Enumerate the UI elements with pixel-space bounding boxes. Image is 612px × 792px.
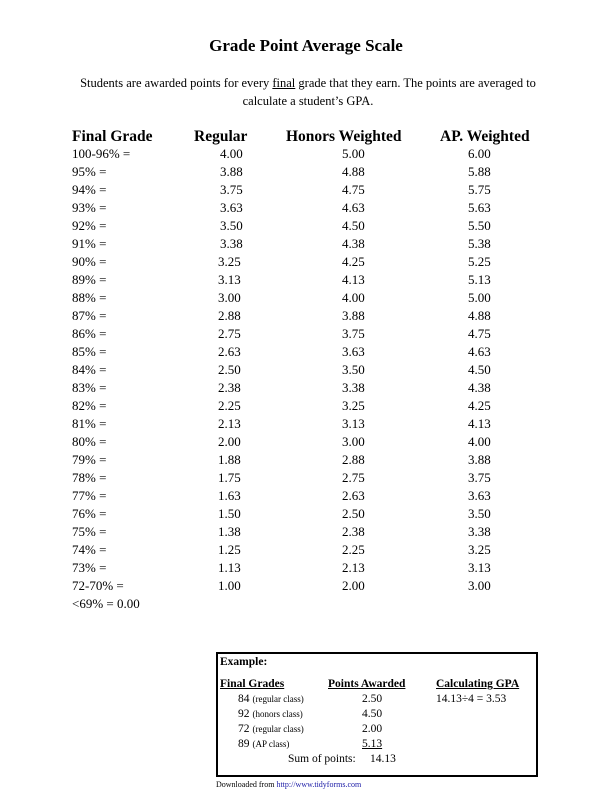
cell-ap-weighted: 3.38 [468,524,491,539]
intro-text-before: Students are awarded points for every [80,76,273,90]
example-points: 5.13 [362,738,383,750]
example-box [216,652,538,777]
example-class-type: (regular class) [252,694,304,704]
cell-ap-weighted: 5.00 [468,290,491,305]
example-grade-value: 89 [238,738,250,750]
cell-regular: 1.50 [218,506,241,521]
example-grade [238,693,304,705]
cell-honors-weighted: 2.00 [342,578,365,593]
example-points: 4.50 [362,708,383,720]
example-sum-label: Sum of points: [288,753,356,765]
cell-regular: 3.63 [220,200,243,215]
cell-honors-weighted: 4.50 [342,218,365,233]
cell-honors-weighted: 2.63 [342,488,365,503]
table-row [0,254,612,272]
table-row [0,596,612,614]
cell-honors-weighted: 3.00 [342,434,365,449]
cell-honors-weighted: 3.75 [342,326,365,341]
table-row [0,344,612,362]
table-row [0,380,612,398]
cell-regular: 3.38 [220,236,243,251]
table-row [0,488,612,506]
cell-ap-weighted: 4.75 [468,326,491,341]
example-grade [238,738,289,750]
cell-regular: 2.00 [218,434,241,449]
cell-honors-weighted: 2.13 [342,560,365,575]
example-header-grades: Final Grades [220,678,285,690]
cell-ap-weighted: 4.50 [468,362,491,377]
cell-final-grade: 72-70% = [72,578,124,593]
table-row [0,164,612,182]
cell-final-grade: 90% = [72,254,107,269]
cell-honors-weighted: 3.63 [342,344,365,359]
cell-ap-weighted: 3.88 [468,452,491,467]
cell-honors-weighted: 2.50 [342,506,365,521]
cell-honors-weighted: 4.25 [342,254,365,269]
intro-text-after: grade that they earn. The points are averaged to calculate a student’s GPA. [242,76,536,108]
cell-final-grade: 87% = [72,308,107,323]
example-grade [238,723,304,735]
cell-honors-weighted: 2.88 [342,452,365,467]
cell-ap-weighted: 6.00 [468,146,491,161]
cell-honors-weighted: 5.00 [342,146,365,161]
cell-ap-weighted: 5.75 [468,182,491,197]
cell-final-grade: <69% = 0.00 [72,596,140,611]
header-regular: Regular [194,128,248,145]
cell-honors-weighted: 3.50 [342,362,365,377]
example-points: 2.50 [362,693,383,705]
table-row [0,542,612,560]
table-row [0,272,612,290]
table-row [0,200,612,218]
cell-regular: 3.88 [220,164,243,179]
example-sum-value: 14.13 [370,753,396,765]
cell-regular: 2.13 [218,416,241,431]
cell-final-grade: 88% = [72,290,107,305]
cell-honors-weighted: 4.00 [342,290,365,305]
cell-ap-weighted: 3.63 [468,488,491,503]
cell-honors-weighted: 3.38 [342,380,365,395]
cell-regular: 1.25 [218,542,241,557]
table-row [0,398,612,416]
cell-honors-weighted: 4.13 [342,272,365,287]
cell-final-grade: 83% = [72,380,107,395]
cell-regular: 3.50 [220,218,243,233]
example-grade-value: 72 [238,723,250,735]
cell-ap-weighted: 5.88 [468,164,491,179]
example-header-gpa: Calculating GPA [436,678,520,690]
table-row [0,290,612,308]
cell-honors-weighted: 2.25 [342,542,365,557]
cell-final-grade: 81% = [72,416,107,431]
table-row [0,326,612,344]
cell-regular: 1.63 [218,488,241,503]
cell-ap-weighted: 4.63 [468,344,491,359]
header-final-grade: Final Grade [72,128,153,145]
cell-final-grade: 84% = [72,362,107,377]
cell-regular: 4.00 [220,146,243,161]
cell-ap-weighted: 5.38 [468,236,491,251]
example-class-type: (regular class) [252,724,304,734]
cell-final-grade: 78% = [72,470,107,485]
cell-regular: 3.25 [218,254,241,269]
header-honors-weighted: Honors Weighted [286,128,402,145]
table-row [0,470,612,488]
cell-honors-weighted: 4.75 [342,182,365,197]
cell-ap-weighted: 3.25 [468,542,491,557]
example-class-type: (AP class) [252,739,290,749]
cell-honors-weighted: 4.88 [342,164,365,179]
cell-regular: 1.38 [218,524,241,539]
cell-final-grade: 92% = [72,218,107,233]
intro-underlined-word: final [272,76,296,90]
cell-regular: 3.00 [218,290,241,305]
cell-final-grade: 76% = [72,506,107,521]
cell-ap-weighted: 3.00 [468,578,491,593]
page-title: Grade Point Average Scale [209,36,403,55]
table-row [0,236,612,254]
cell-regular: 2.63 [218,344,241,359]
cell-final-grade: 85% = [72,344,107,359]
footer [216,780,361,789]
cell-honors-weighted: 2.75 [342,470,365,485]
cell-final-grade: 91% = [72,236,107,251]
cell-regular: 1.13 [218,560,241,575]
example-grade [238,708,303,720]
cell-final-grade: 94% = [72,182,107,197]
cell-final-grade: 82% = [72,398,107,413]
footer-link[interactable]: http://www.tidyforms.com [276,780,362,789]
cell-ap-weighted: 4.13 [468,416,491,431]
cell-regular: 1.88 [218,452,241,467]
table-row [0,362,612,380]
cell-honors-weighted: 3.13 [342,416,365,431]
cell-final-grade: 93% = [72,200,107,215]
cell-honors-weighted: 4.63 [342,200,365,215]
cell-ap-weighted: 4.38 [468,380,491,395]
footer-text: Downloaded from [216,780,277,789]
cell-ap-weighted: 3.75 [468,470,491,485]
cell-regular: 3.75 [220,182,243,197]
cell-regular: 2.88 [218,308,241,323]
table-row [0,452,612,470]
cell-ap-weighted: 4.25 [468,398,491,413]
example-points: 2.00 [362,723,383,735]
cell-final-grade: 86% = [72,326,107,341]
example-grade-value: 84 [238,693,250,705]
cell-regular: 2.75 [218,326,241,341]
cell-ap-weighted: 5.25 [468,254,491,269]
table-row [0,308,612,326]
cell-honors-weighted: 2.38 [342,524,365,539]
cell-regular: 1.00 [218,578,241,593]
table-row [0,434,612,452]
example-gpa-calculation: 14.13÷4 = 3.53 [436,693,507,705]
table-row [0,560,612,578]
intro-paragraph [70,74,546,110]
cell-final-grade: 95% = [72,164,107,179]
example-label: Example: [220,656,268,668]
cell-ap-weighted: 3.13 [468,560,491,575]
example-class-type: (honors class) [252,709,303,719]
example-grade-value: 92 [238,708,250,720]
cell-final-grade: 80% = [72,434,107,449]
table-row [0,146,612,164]
header-ap-weighted: AP. Weighted [440,128,530,145]
example-header-points: Points Awarded [328,678,406,690]
cell-regular: 3.13 [218,272,241,287]
cell-final-grade: 89% = [72,272,107,287]
table-row [0,182,612,200]
cell-regular: 2.25 [218,398,241,413]
cell-final-grade: 74% = [72,542,107,557]
table-row [0,506,612,524]
cell-final-grade: 77% = [72,488,107,503]
cell-ap-weighted: 4.00 [468,434,491,449]
cell-ap-weighted: 5.63 [468,200,491,215]
table-row [0,218,612,236]
cell-honors-weighted: 4.38 [342,236,365,251]
cell-ap-weighted: 5.13 [468,272,491,287]
cell-honors-weighted: 3.88 [342,308,365,323]
cell-regular: 2.50 [218,362,241,377]
table-row [0,578,612,596]
cell-final-grade: 79% = [72,452,107,467]
cell-ap-weighted: 3.50 [468,506,491,521]
cell-honors-weighted: 3.25 [342,398,365,413]
cell-regular: 1.75 [218,470,241,485]
table-row [0,416,612,434]
cell-final-grade: 100-96% = [72,146,131,161]
cell-ap-weighted: 4.88 [468,308,491,323]
cell-ap-weighted: 5.50 [468,218,491,233]
cell-final-grade: 73% = [72,560,107,575]
cell-final-grade: 75% = [72,524,107,539]
table-row [0,524,612,542]
cell-regular: 2.38 [218,380,241,395]
